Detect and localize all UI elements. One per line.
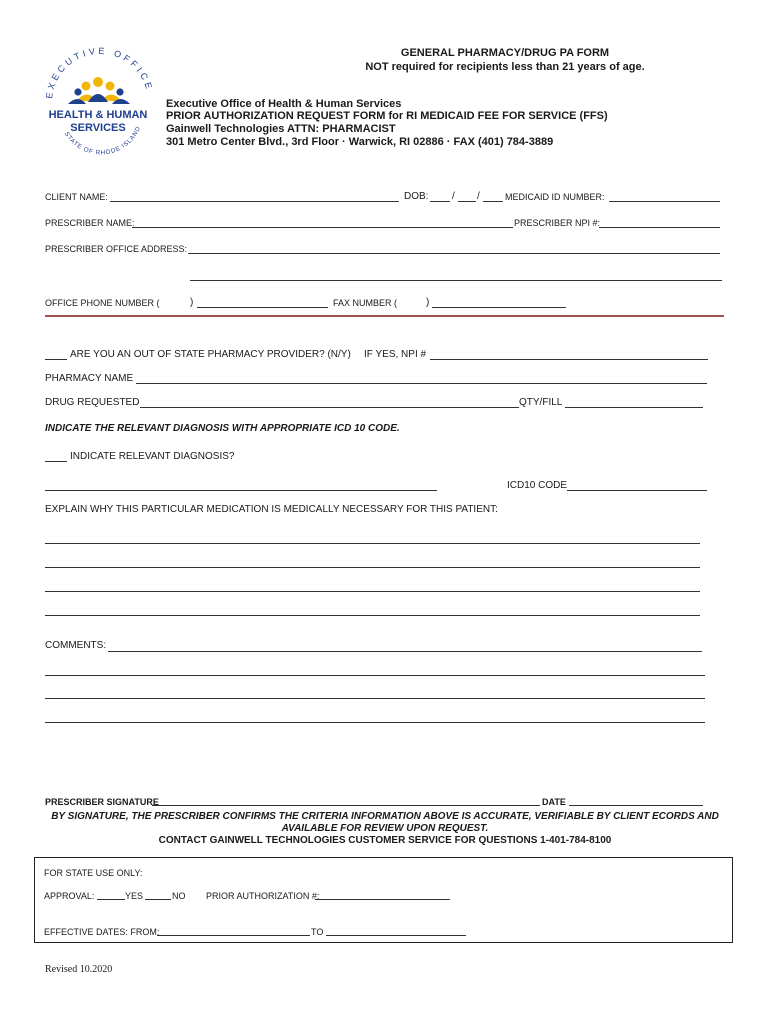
effective-to-field[interactable] [326, 935, 466, 936]
state-use-title: FOR STATE USE ONLY: [44, 868, 143, 878]
office-phone-label: OFFICE PHONE NUMBER ( [45, 298, 160, 308]
relevant-diagnosis-label: INDICATE RELEVANT DIAGNOSIS? [70, 451, 235, 462]
prescriber-name-field[interactable] [132, 227, 513, 228]
approval-label: APPROVAL: [44, 891, 95, 901]
header-org: Executive Office of Health & Human Services [166, 98, 402, 110]
medical-necessity-line-1[interactable] [45, 543, 700, 544]
header-attn: Gainwell Technologies ATTN: PHARMACIST [166, 123, 396, 135]
comments-line-2[interactable] [45, 675, 705, 676]
out-of-state-answer-field[interactable] [45, 359, 67, 360]
prior-auth-field[interactable] [315, 899, 450, 900]
dob-month-field[interactable] [430, 201, 450, 202]
qty-fill-field[interactable] [565, 407, 703, 408]
office-address-field-1[interactable] [188, 253, 720, 254]
prescriber-name-label: PRESCRIBER NAME: [45, 218, 135, 228]
dob-separator: / [452, 191, 455, 202]
attestation-line-2: AVAILABLE FOR REVIEW UPON REQUEST. [281, 823, 489, 834]
dob-label: DOB: [404, 191, 429, 202]
comments-label: COMMENTS: [45, 640, 107, 651]
approval-yes-field[interactable] [97, 899, 125, 900]
medical-necessity-line-2[interactable] [45, 567, 700, 568]
fax-close-paren: ) [426, 297, 430, 308]
effective-from-field[interactable] [157, 935, 310, 936]
medicaid-id-field[interactable] [609, 201, 720, 202]
icd10-code-label: ICD10 CODE [507, 480, 568, 491]
office-phone-area-field[interactable] [160, 296, 188, 308]
office-phone-field[interactable] [197, 307, 328, 308]
drug-requested-label: DRUG REQUESTED [45, 397, 140, 408]
section-divider [45, 315, 724, 317]
pharmacy-npi-field[interactable] [430, 359, 708, 360]
office-address-field-2[interactable] [190, 280, 722, 281]
comments-line-1[interactable] [108, 651, 702, 652]
prescriber-signature-field[interactable] [152, 805, 540, 806]
pharmacy-name-field[interactable] [136, 383, 707, 384]
diagnosis-field[interactable] [45, 490, 437, 491]
if-yes-npi-label: IF YES, NPI # [364, 349, 427, 360]
logo-line2: SERVICES [70, 122, 126, 134]
prior-auth-label: PRIOR AUTHORIZATION #: [206, 891, 320, 901]
prescriber-npi-field[interactable] [599, 227, 720, 228]
form-title: GENERAL PHARMACY/DRUG PA FORM [400, 47, 610, 59]
logo-line1: HEALTH & HUMAN [48, 109, 148, 121]
fax-area-field[interactable] [396, 296, 424, 308]
client-name-label: CLIENT NAME: [45, 192, 108, 202]
fax-number-field[interactable] [432, 307, 566, 308]
approval-no-label: NO [172, 891, 186, 901]
header-address: 301 Metro Center Blvd., 3rd Floor · Warwick, RI 02886 · FAX (401) 784-3889 [166, 136, 554, 148]
contact-info: CONTACT GAINWELL TECHNOLOGIES CUSTOMER SERVICE FOR QUESTIONS 1-401-784-8100 [158, 835, 612, 846]
office-phone-close-paren: ) [190, 297, 194, 308]
state-use-box [34, 857, 733, 943]
medical-necessity-line-3[interactable] [45, 591, 700, 592]
revision-note: Revised 10.2020 [45, 964, 113, 975]
qty-fill-label: QTY/FILL [519, 397, 563, 408]
svg-text:STATE OF RHODE ISLAND: STATE OF RHODE ISLAND [62, 125, 143, 157]
client-name-field[interactable] [110, 201, 399, 202]
out-of-state-label: ARE YOU AN OUT OF STATE PHARMACY PROVIDER? (N/Y) [70, 349, 351, 360]
pharmacy-name-label: PHARMACY NAME [45, 373, 134, 384]
approval-no-field[interactable] [145, 899, 171, 900]
medicaid-id-label: MEDICAID ID NUMBER: [505, 192, 605, 202]
form-subtitle: NOT required for recipients less than 21 years of age. [365, 61, 645, 73]
medical-necessity-label: EXPLAIN WHY THIS PARTICULAR MEDICATION IS MEDICALLY NECESSARY FOR THIS PATIENT: [45, 504, 498, 515]
effective-from-label: EFFECTIVE DATES: FROM: [44, 927, 160, 937]
prescriber-signature-label: PRESCRIBER SIGNATURE [45, 797, 159, 807]
comments-line-4[interactable] [45, 722, 705, 723]
diagnosis-instruction: INDICATE THE RELEVANT DIAGNOSIS WITH APPROPRIATE ICD 10 CODE. [45, 423, 400, 434]
dob-year-field[interactable] [483, 201, 503, 202]
prescriber-npi-label: PRESCRIBER NPI #: [514, 218, 601, 228]
drug-requested-field[interactable] [140, 407, 519, 408]
attestation-line-1: BY SIGNATURE, THE PRESCRIBER CONFIRMS THE CRITERIA INFORMATION ABOVE IS ACCURATE, VERIFIABLE BY CLIENT ECORDS AND [51, 811, 719, 822]
medical-necessity-line-4[interactable] [45, 615, 700, 616]
fax-number-label: FAX NUMBER ( [333, 298, 398, 308]
approval-yes-label: YES [125, 891, 144, 901]
office-address-label: PRESCRIBER OFFICE ADDRESS: [45, 244, 188, 254]
signature-date-label: DATE [542, 797, 566, 807]
eohhs-logo [40, 40, 156, 162]
comments-line-3[interactable] [45, 698, 705, 699]
dob-day-field[interactable] [458, 201, 476, 202]
effective-to-label: TO [311, 927, 324, 937]
svg-text:EXECUTIVE OFFICE OF: EXECUTIVE OFFICE [43, 45, 155, 100]
relevant-diagnosis-answer-field[interactable] [45, 461, 67, 462]
signature-date-field[interactable] [569, 805, 703, 806]
header-form-name: PRIOR AUTHORIZATION REQUEST FORM for RI MEDICAID FEE FOR SERVICE (FFS) [166, 110, 608, 122]
dob-separator: / [477, 191, 480, 202]
icd10-code-field[interactable] [567, 490, 707, 491]
